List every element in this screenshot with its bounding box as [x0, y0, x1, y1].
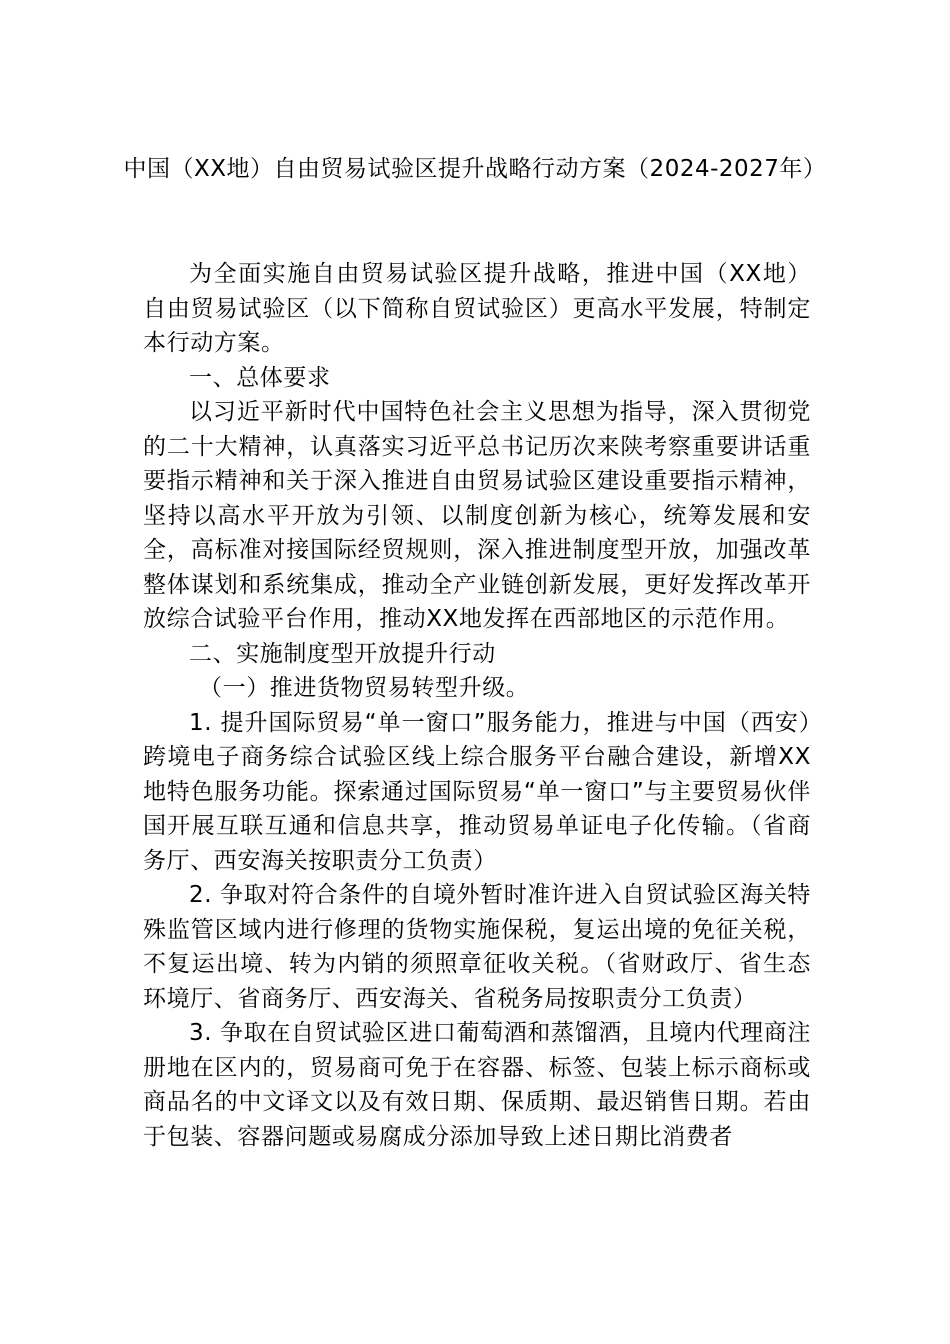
document-title: 中国（XX地）自由贸易试验区提升战略行动方案（2024-2027年） [123, 156, 827, 182]
list-item-3: 3. 争取在自贸试验区进口葡萄酒和蒸馏酒，且境内代理商注册地在区内的，贸易商可免于在容器、标签、包装上标示商标或商品名的中文译文以及有效日期、保质期、最迟销售日期。若由于包装、容器问题或易腐成分添加导致上述日期比消费者 [143, 1020, 811, 1150]
list-item-1: 1. 提升国际贸易“单一窗口”服务能力，推进与中国（西安）跨境电子商务综合试验区线上综合服务平台融合建设，新增XX地特色服务功能。探索通过国际贸易“单一窗口”与主要贸易伙伴国开展互联互通和信息共享，推动贸易单证电子化传输。（省商务厅、西安海关按职责分工负责） [143, 709, 811, 874]
general-requirements-paragraph: 以习近平新时代中国特色社会主义思想为指导，深入贯彻党的二十大精神，认真落实习近平总书记历次来陕考察重要讲话重要指示精神和关于深入推进自由贸易试验区建设重要指示精神，坚持以高水平开放为引领、以制度创新为核心，统筹发展和安全，高标准对接国际经贸规则，深入推进制度型开放，加强改革整体谋划和系统集成，推动全产业链创新发展，更好发挥改革开放综合试验平台作用，推动XX地发挥在西部地区的示范作用。 [143, 399, 811, 632]
document-body [143, 257, 811, 1154]
subsection-heading-goods-trade: （一）推进货物贸易转型升级。 [199, 675, 530, 701]
intro-paragraph: 为全面实施自由贸易试验区提升战略，推进中国（XX地）自由贸易试验区（以下简称自贸试验区）更高水平发展，特制定本行动方案。 [143, 261, 811, 356]
list-item-2: 2. 争取对符合条件的自境外暂时准许进入自贸试验区海关特殊监管区域内进行修理的货物实施保税，复运出境的免征关税，不复运出境、转为内销的须照章征收关税。（省财政厅、省生态环境厅、省商务厅、西安海关、省税务局按职责分工负责） [143, 882, 811, 1012]
section-heading-general-requirements: 一、总体要求 [189, 364, 331, 391]
section-heading-institutional-opening: 二、实施制度型开放提升行动 [189, 640, 496, 667]
